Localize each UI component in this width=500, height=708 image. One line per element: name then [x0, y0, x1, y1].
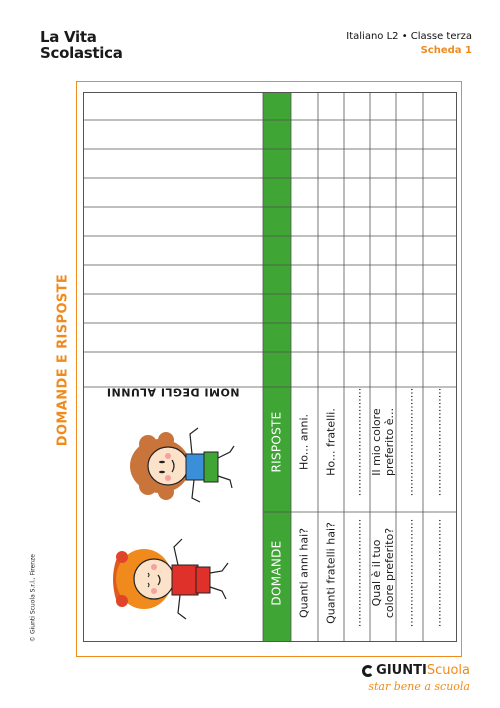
brand-part-1: GIUNTI	[376, 663, 427, 678]
publisher-brand	[362, 663, 470, 678]
question-text: Quanti anni hai?	[297, 527, 311, 619]
header-info	[346, 30, 472, 58]
question-text: ...............................	[430, 518, 444, 628]
header-answers-text: RISPOSTE	[269, 411, 284, 473]
question-text: Quanti fratelli hai?	[324, 522, 338, 624]
answer-text: Il mio colore preferito è...	[370, 407, 396, 477]
answer-text: ...............................	[402, 387, 416, 497]
answer-text: Ho... fratelli.	[324, 408, 338, 476]
giunti-logo-icon	[362, 665, 374, 677]
question-text: ...............................	[350, 518, 364, 628]
question-text: Qual è il tuo colore preferito?	[370, 527, 396, 619]
slogan: star bene a scuola	[368, 680, 470, 693]
header-questions-text: DOMANDE	[269, 540, 284, 606]
brand-part-2: Scuola	[426, 663, 470, 678]
logo-line-1: La Vita	[40, 28, 97, 46]
question-text: ...............................	[402, 518, 416, 628]
publisher-footer	[362, 663, 470, 693]
answer-text: Ho... anni.	[297, 413, 311, 471]
logo-line-2: Scolastica	[40, 44, 123, 62]
answer-text: ...............................	[430, 387, 444, 497]
logo	[40, 29, 123, 61]
page-title-text: DOMANDE E RISPOSTE	[55, 273, 71, 447]
names-label-text: NOMI DEGLI ALUNNI	[106, 385, 240, 399]
subject-label: Italiano L2 • Classe terza	[346, 31, 472, 42]
answer-text: ...............................	[350, 387, 364, 497]
sheet-label: Scheda 1	[420, 45, 472, 56]
copyright-text: © Giunti Scuola S.r.l., Firenze	[29, 554, 37, 642]
